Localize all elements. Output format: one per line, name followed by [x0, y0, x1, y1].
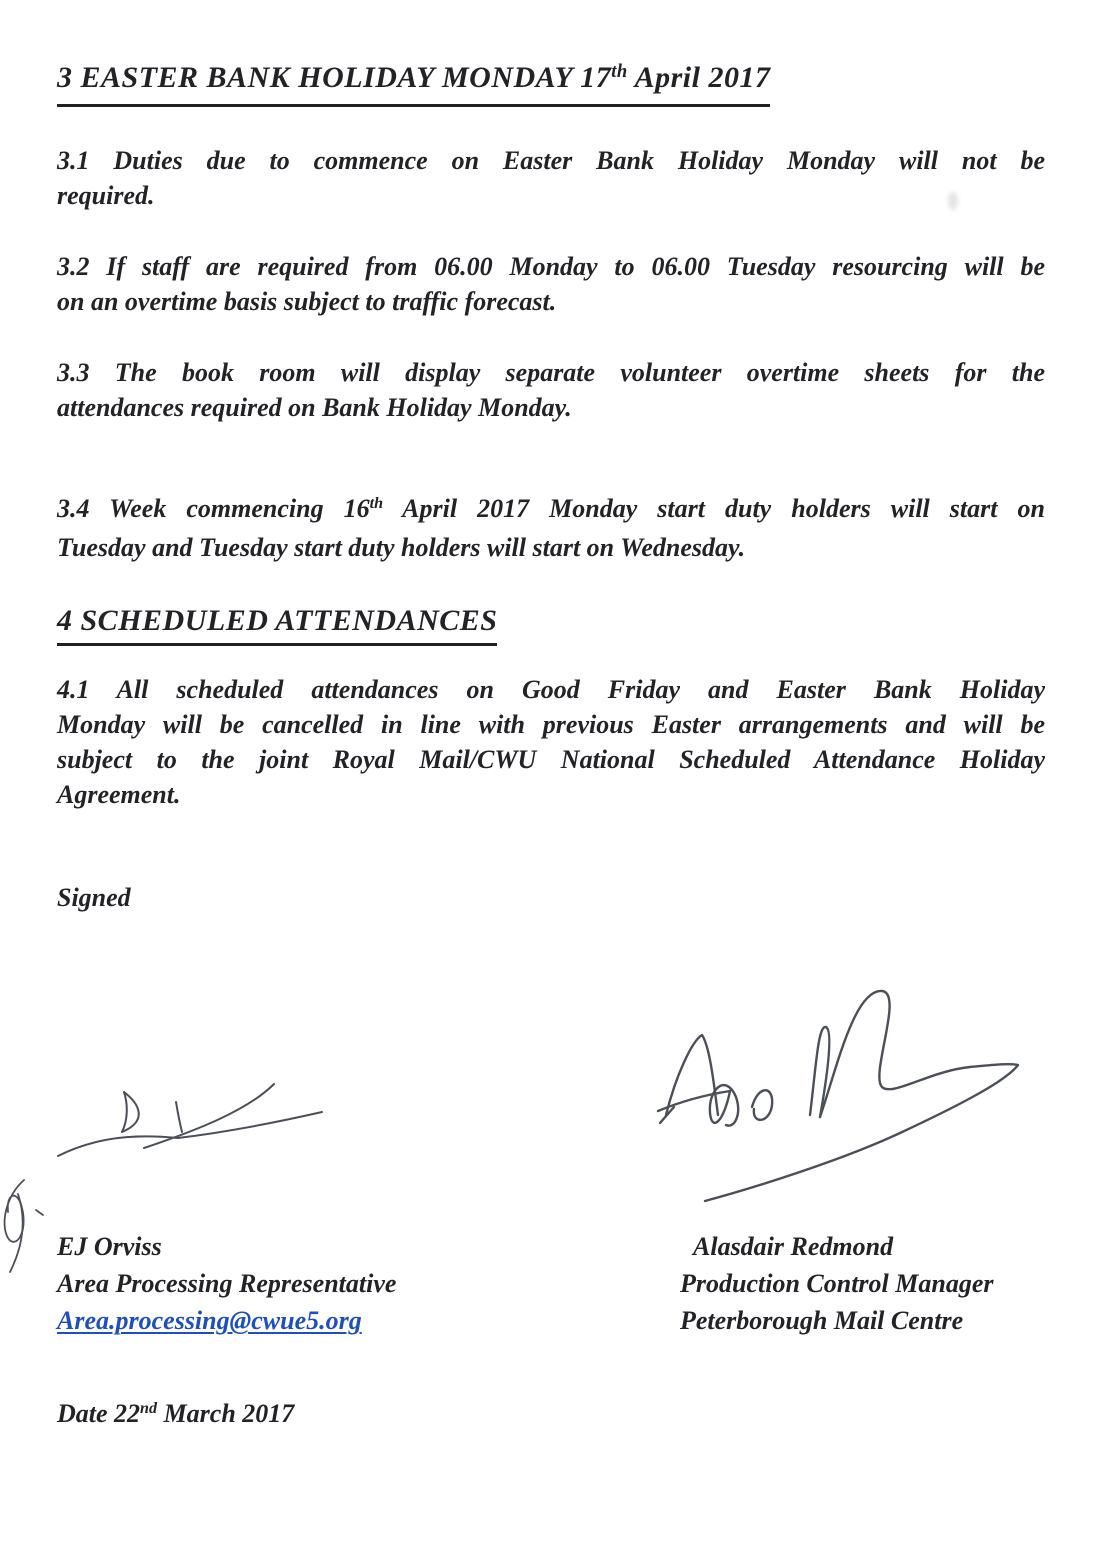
email-link[interactable]: Area.processing@cwue5.org: [57, 1306, 362, 1335]
paragraph-3-2-line-1: 3.2 If staff are required from 06.00 Monday to 06.00 Tuesday resourcing will be: [57, 252, 1045, 281]
paragraph-3-1: [57, 143, 1045, 213]
section-3-heading: [57, 58, 1045, 107]
paragraph-4-1: [57, 672, 1045, 812]
date-prefix: Date 22: [57, 1399, 141, 1428]
date-superscript: nd: [140, 1400, 158, 1418]
signature-area: [57, 915, 1045, 1228]
signatory-right-name: Alasdair Redmond: [693, 1232, 894, 1261]
paragraph-3-1-line-2: required.: [57, 181, 155, 210]
signatory-left-title: Area Processing Representative: [57, 1269, 397, 1298]
heading-3-suffix: April 2017: [627, 61, 771, 94]
paragraph-4-1-line-1: 4.1 All scheduled attendances on Good Friday and Easter Bank Holiday: [57, 675, 1045, 704]
paragraph-3-4-prefix: 3.4 Week commencing 16: [57, 494, 370, 523]
section-4-heading-text: 4 SCHEDULED ATTENDANCES: [57, 601, 497, 646]
heading-3-prefix: 3 EASTER BANK HOLIDAY MONDAY 17: [57, 61, 612, 94]
signatory-right-org: Peterborough Mail Centre: [680, 1306, 964, 1335]
paragraph-3-2: [57, 249, 1045, 319]
paragraph-4-1-line-2: Monday will be cancelled in line with previous Easter arrangements and will be: [57, 710, 1045, 739]
heading-3-superscript: th: [611, 60, 628, 82]
signatory-right-title: Production Control Manager: [680, 1269, 994, 1298]
paragraph-3-4-suffix: April 2017 Monday start duty holders will start on: [383, 494, 1045, 523]
signatory-blocks: [57, 1228, 1045, 1339]
paragraph-3-4-line-2: Tuesday and Tuesday start duty holders will start on Wednesday.: [57, 533, 746, 562]
paragraph-3-1-line-1: 3.1 Duties due to commence on Easter Bank Holiday Monday will not be: [57, 146, 1045, 175]
paragraph-3-4-line-1: [57, 491, 1045, 530]
paragraph-3-2-line-2: on an overtime basis subject to traffic forecast.: [57, 287, 557, 316]
paragraph-3-4: [57, 491, 1045, 565]
signed-label: Signed: [57, 883, 131, 912]
date-line: [57, 1396, 1045, 1435]
section-3-heading-text: [57, 58, 770, 107]
paragraph-4-1-line-4: Agreement.: [57, 780, 181, 809]
signatory-left-name: EJ Orviss: [57, 1232, 162, 1261]
paragraph-3-3-line-1: 3.3 The book room will display separate volunteer overtime sheets for the: [57, 358, 1045, 387]
paragraph-3-3-line-2: attendances required on Bank Holiday Monday.: [57, 393, 572, 422]
section-4-heading: [57, 601, 1045, 646]
date-suffix: March 2017: [157, 1399, 295, 1428]
paragraph-3-4-superscript: th: [369, 495, 384, 513]
paragraph-4-1-line-3: subject to the joint Royal Mail/CWU National Scheduled Attendance Holiday: [57, 745, 1045, 774]
signatory-right-block: [680, 1228, 994, 1339]
paragraph-3-3: [57, 355, 1045, 425]
